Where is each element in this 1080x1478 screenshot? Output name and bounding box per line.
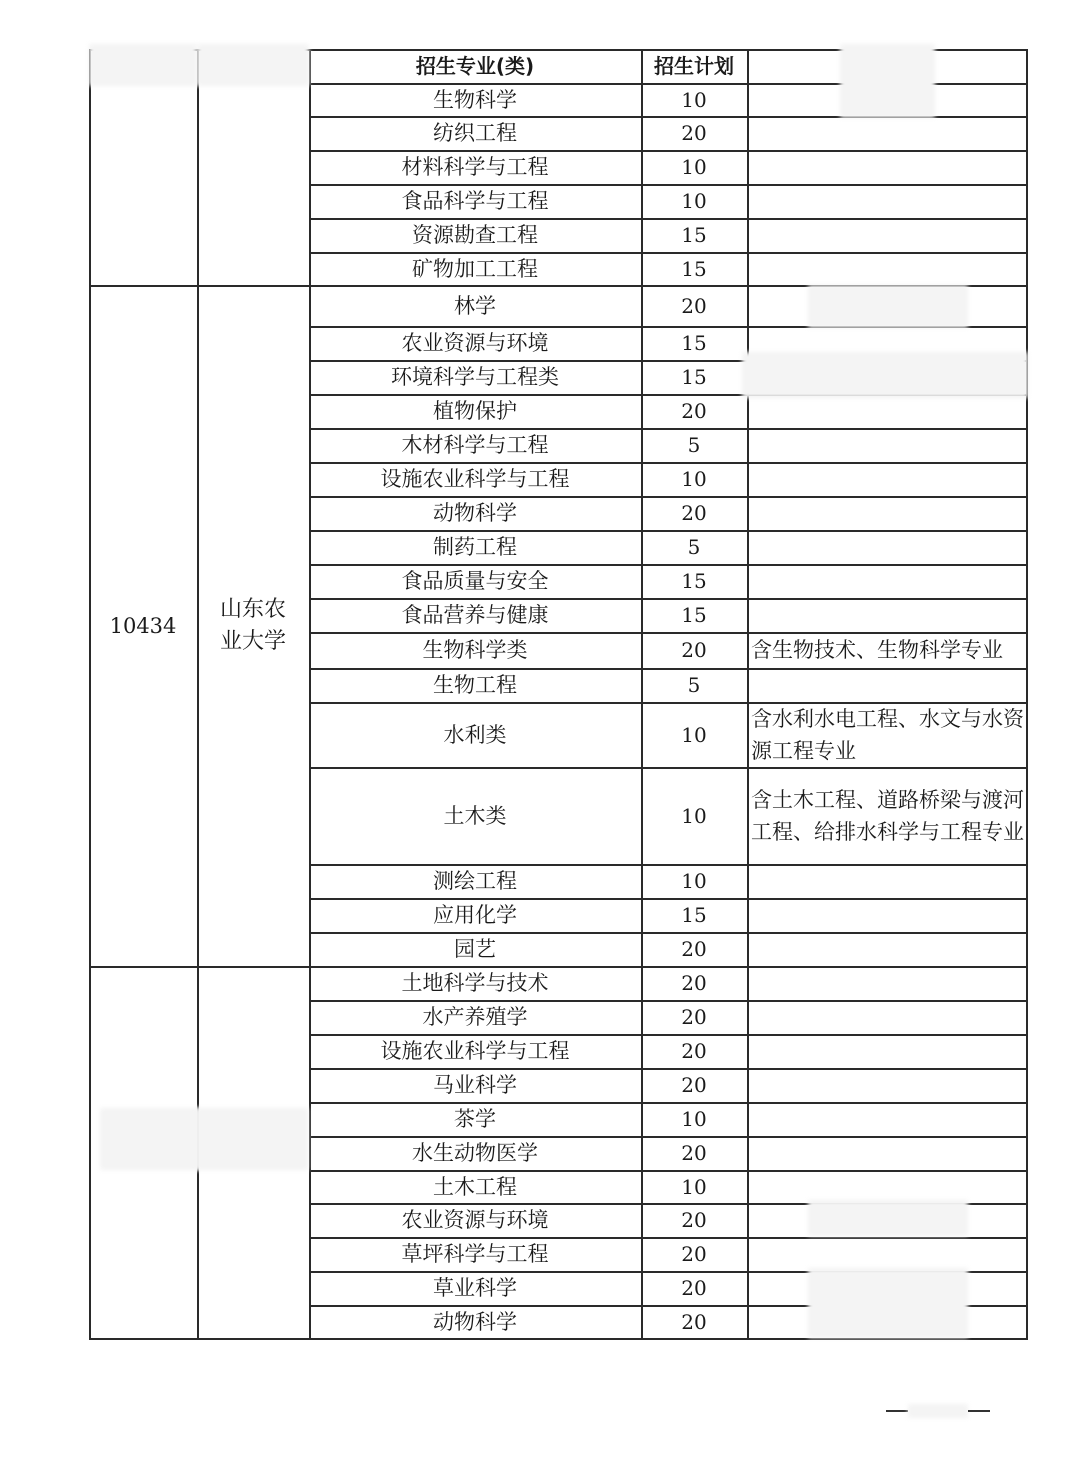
school-name-cell: 山东农业大学 xyxy=(219,596,286,654)
table-grid-line xyxy=(309,252,1028,254)
table-grid-line xyxy=(309,864,1028,866)
major-cell: 茶学 xyxy=(454,1107,496,1131)
plan-cell: 15 xyxy=(681,223,707,247)
plan-cell: 20 xyxy=(681,501,707,525)
page-mark xyxy=(968,1410,990,1412)
note-cell xyxy=(747,1170,1026,1203)
plan-cell: 20 xyxy=(681,1242,707,1266)
major-cell: 草业科学 xyxy=(433,1276,517,1300)
redacted-area xyxy=(742,352,1028,398)
redacted-area xyxy=(808,1200,968,1236)
page-mark xyxy=(886,1410,908,1412)
major-cell: 食品质量与安全 xyxy=(401,569,549,593)
plan-cell: 10 xyxy=(681,1107,707,1131)
major-cell: 土木类 xyxy=(443,803,507,828)
plan-cell: 15 xyxy=(681,603,707,627)
major-cell: 草坪科学与工程 xyxy=(401,1242,549,1266)
redacted-area xyxy=(197,44,309,86)
note-cell xyxy=(747,150,1026,184)
plan-cell: 10 xyxy=(681,1174,707,1199)
plan-cell: 20 xyxy=(681,937,707,961)
plan-cell: 20 xyxy=(681,1141,707,1165)
major-cell: 林学 xyxy=(454,293,496,318)
table-grid-line xyxy=(309,1338,1028,1340)
major-cell: 矿物加工工程 xyxy=(412,256,538,281)
major-cell: 生物工程 xyxy=(433,673,517,697)
plan-cell: 20 xyxy=(681,638,707,662)
table-grid-line xyxy=(309,184,1028,186)
major-cell: 设施农业科学与工程 xyxy=(380,467,570,491)
note-cell xyxy=(747,496,1026,530)
plan-cell: 20 xyxy=(681,971,707,995)
major-cell: 农业资源与环境 xyxy=(401,331,549,355)
major-cell: 农业资源与环境 xyxy=(401,1208,549,1232)
plan-cell: 10 xyxy=(681,722,707,747)
plan-cell: 20 xyxy=(681,1005,707,1029)
major-cell: 资源勘查工程 xyxy=(412,223,538,247)
table-grid-line xyxy=(309,1000,1028,1002)
table-grid-line xyxy=(309,564,1028,566)
table-grid-line xyxy=(309,668,1028,670)
note-cell xyxy=(747,898,1026,932)
table-grid-line xyxy=(309,462,1028,464)
plan-cell: 20 xyxy=(681,1309,707,1334)
major-cell: 环境科学与工程类 xyxy=(391,365,559,389)
note-cell xyxy=(747,1034,1026,1068)
redacted-area xyxy=(840,44,935,118)
plan-cell: 10 xyxy=(681,803,707,828)
plan-cell: 10 xyxy=(681,869,707,893)
table-grid-line xyxy=(309,598,1028,600)
table-grid-line xyxy=(309,1170,1028,1172)
table-grid-line xyxy=(309,49,311,1338)
header-plan: 招生计划 xyxy=(654,54,734,78)
plan-cell: 15 xyxy=(681,569,707,593)
plan-cell: 20 xyxy=(681,1039,707,1063)
major-cell: 动物科学 xyxy=(433,1309,517,1334)
table-grid-line xyxy=(89,49,91,1338)
plan-cell: 5 xyxy=(687,535,701,559)
plan-cell: 15 xyxy=(681,365,707,389)
plan-cell: 20 xyxy=(681,1276,707,1300)
major-cell: 园艺 xyxy=(454,937,496,961)
table-grid-line xyxy=(309,966,1028,968)
major-cell: 测绘工程 xyxy=(433,869,517,893)
redacted-area xyxy=(196,1108,308,1170)
plan-cell: 15 xyxy=(681,903,707,927)
note-cell xyxy=(747,1136,1026,1170)
plan-cell: 10 xyxy=(681,87,707,112)
note-cell xyxy=(747,668,1026,702)
major-cell: 设施农业科学与工程 xyxy=(380,1039,570,1063)
note-cell xyxy=(747,252,1026,285)
table-grid-line xyxy=(309,496,1028,498)
plan-cell: 15 xyxy=(681,331,707,355)
note-cell xyxy=(747,1237,1026,1271)
major-cell: 生物科学 xyxy=(433,87,517,112)
note-cell xyxy=(747,564,1026,598)
major-cell: 木材科学与工程 xyxy=(401,433,549,457)
table-grid-line xyxy=(309,1102,1028,1104)
table-grid-line xyxy=(309,1237,1028,1239)
table-grid-line xyxy=(747,49,749,1338)
redacted-area xyxy=(100,1108,200,1170)
table-grid-line xyxy=(309,1136,1028,1138)
major-cell: 材料科学与工程 xyxy=(401,155,549,179)
plan-cell: 10 xyxy=(681,155,707,179)
table-grid-line xyxy=(89,966,311,968)
major-cell: 食品营养与健康 xyxy=(401,603,549,627)
major-cell: 水利类 xyxy=(443,722,507,747)
note-cell xyxy=(747,1102,1026,1136)
table-grid-line xyxy=(309,1068,1028,1070)
plan-cell: 10 xyxy=(681,467,707,491)
table-grid-line xyxy=(89,1338,311,1340)
note-cell xyxy=(747,530,1026,564)
note-cell xyxy=(747,116,1026,150)
table-grid-line xyxy=(309,530,1028,532)
table-grid-line xyxy=(309,150,1028,152)
table-grid-line xyxy=(309,218,1028,220)
plan-cell: 20 xyxy=(681,1208,707,1232)
table-grid-line xyxy=(89,285,311,287)
plan-cell: 20 xyxy=(681,1073,707,1097)
plan-cell: 5 xyxy=(687,433,701,457)
table-grid-line xyxy=(309,632,1028,634)
major-cell: 土地科学与技术 xyxy=(401,971,549,995)
plan-cell: 20 xyxy=(681,399,707,423)
plan-cell: 5 xyxy=(687,673,701,697)
table-grid-line xyxy=(309,932,1028,934)
note-cell: 含生物技术、生物科学专业 xyxy=(751,638,1003,662)
redacted-area xyxy=(908,1404,968,1418)
note-cell xyxy=(747,1068,1026,1102)
plan-cell: 20 xyxy=(681,293,707,318)
table-grid-line xyxy=(309,898,1028,900)
note-cell: 含水利水电工程、水文与水资源工程专业 xyxy=(751,706,1024,763)
plan-cell: 15 xyxy=(681,256,707,281)
major-cell: 食品科学与工程 xyxy=(401,189,549,213)
major-cell: 土木工程 xyxy=(433,1174,517,1199)
note-cell xyxy=(747,1000,1026,1034)
note-cell xyxy=(747,966,1026,1000)
table-grid-line xyxy=(309,767,1028,769)
table-grid-line xyxy=(309,428,1028,430)
plan-cell: 10 xyxy=(681,189,707,213)
major-cell: 水生动物医学 xyxy=(412,1141,538,1165)
table-grid-line xyxy=(1026,49,1028,1338)
note-cell xyxy=(747,428,1026,462)
major-cell: 植物保护 xyxy=(433,399,517,423)
table-grid-line xyxy=(309,1034,1028,1036)
note-cell xyxy=(747,394,1026,428)
school-code-cell: 10434 xyxy=(109,613,177,638)
note-cell xyxy=(747,864,1026,898)
note-cell xyxy=(747,932,1026,966)
note-cell xyxy=(747,462,1026,496)
major-cell: 马业科学 xyxy=(433,1073,517,1097)
header-major: 招生专业(类) xyxy=(415,54,535,78)
major-cell: 应用化学 xyxy=(433,903,517,927)
redacted-area xyxy=(89,44,197,86)
note-cell xyxy=(747,598,1026,632)
note-cell: 含土木工程、道路桥梁与渡河工程、给排水科学与工程专业 xyxy=(751,787,1024,844)
major-cell: 动物科学 xyxy=(433,501,517,525)
redacted-area xyxy=(808,1268,968,1338)
major-cell: 制药工程 xyxy=(433,535,517,559)
major-cell: 生物科学类 xyxy=(422,638,528,662)
note-cell xyxy=(747,184,1026,218)
table-grid-line xyxy=(641,49,643,1338)
major-cell: 纺织工程 xyxy=(433,121,517,145)
table-grid-line xyxy=(309,702,1028,704)
plan-cell: 20 xyxy=(681,121,707,145)
redacted-area xyxy=(808,285,968,328)
major-cell: 水产养殖学 xyxy=(422,1005,528,1029)
note-cell xyxy=(747,218,1026,252)
